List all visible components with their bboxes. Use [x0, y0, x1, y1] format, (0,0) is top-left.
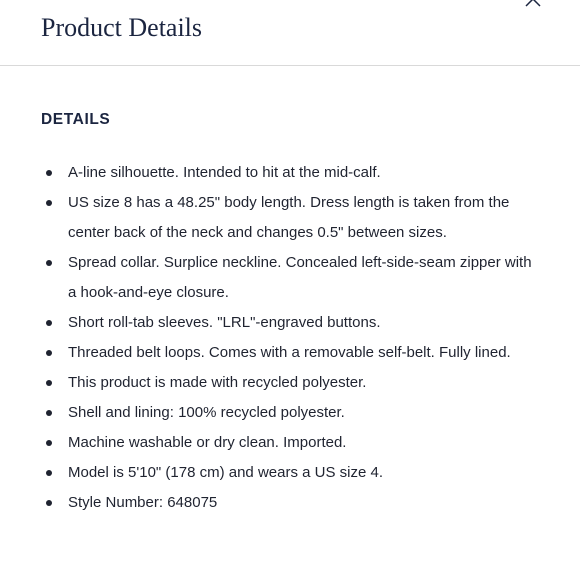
list-item-text: Shell and lining: 100% recycled polyester. [68, 404, 345, 421]
bullet-icon [46, 380, 52, 386]
list-item-text: A-line silhouette. Intended to hit at the mid-calf. [68, 164, 381, 181]
list-item [0, 428, 580, 458]
list-item [0, 188, 580, 248]
bullet-icon [46, 500, 52, 506]
list-item-text: Spread collar. Surplice neckline. Concealed left-side-seam zipper with a hook-and-eye closure. [68, 254, 532, 301]
bullet-icon [46, 320, 52, 326]
list-item-text: Style Number: 648075 [68, 494, 218, 511]
bullet-icon [46, 260, 52, 266]
list-item-text: Short roll-tab sleeves. "LRL"-engraved buttons. [68, 314, 381, 331]
list-item-text: US size 8 has a 48.25" body length. Dress length is taken from the center back of the neck and changes 0.5" between sizes. [68, 194, 510, 241]
bullet-icon [46, 470, 52, 476]
bullet-icon [46, 350, 52, 356]
list-item-text: Model is 5'10" (178 cm) and wears a US size 4. [68, 464, 383, 481]
list-item-text: This product is made with recycled polyester. [68, 374, 367, 391]
list-item-text: Machine washable or dry clean. Imported. [68, 434, 347, 451]
details-list [0, 158, 580, 518]
bullet-icon [46, 170, 52, 176]
details-heading: DETAILS [41, 111, 111, 128]
bullet-icon [46, 440, 52, 446]
list-item [0, 488, 580, 518]
bullet-icon [46, 410, 52, 416]
list-item [0, 368, 580, 398]
close-icon[interactable] [524, 0, 542, 8]
list-item-text: Threaded belt loops. Comes with a removable self-belt. Fully lined. [68, 344, 511, 361]
list-item [0, 308, 580, 338]
list-item [0, 158, 580, 188]
list-item [0, 398, 580, 428]
list-item [0, 338, 580, 368]
list-item [0, 248, 580, 308]
bullet-icon [46, 200, 52, 206]
list-item [0, 458, 580, 488]
page-title: Product Details [41, 13, 203, 42]
header [0, 0, 580, 66]
